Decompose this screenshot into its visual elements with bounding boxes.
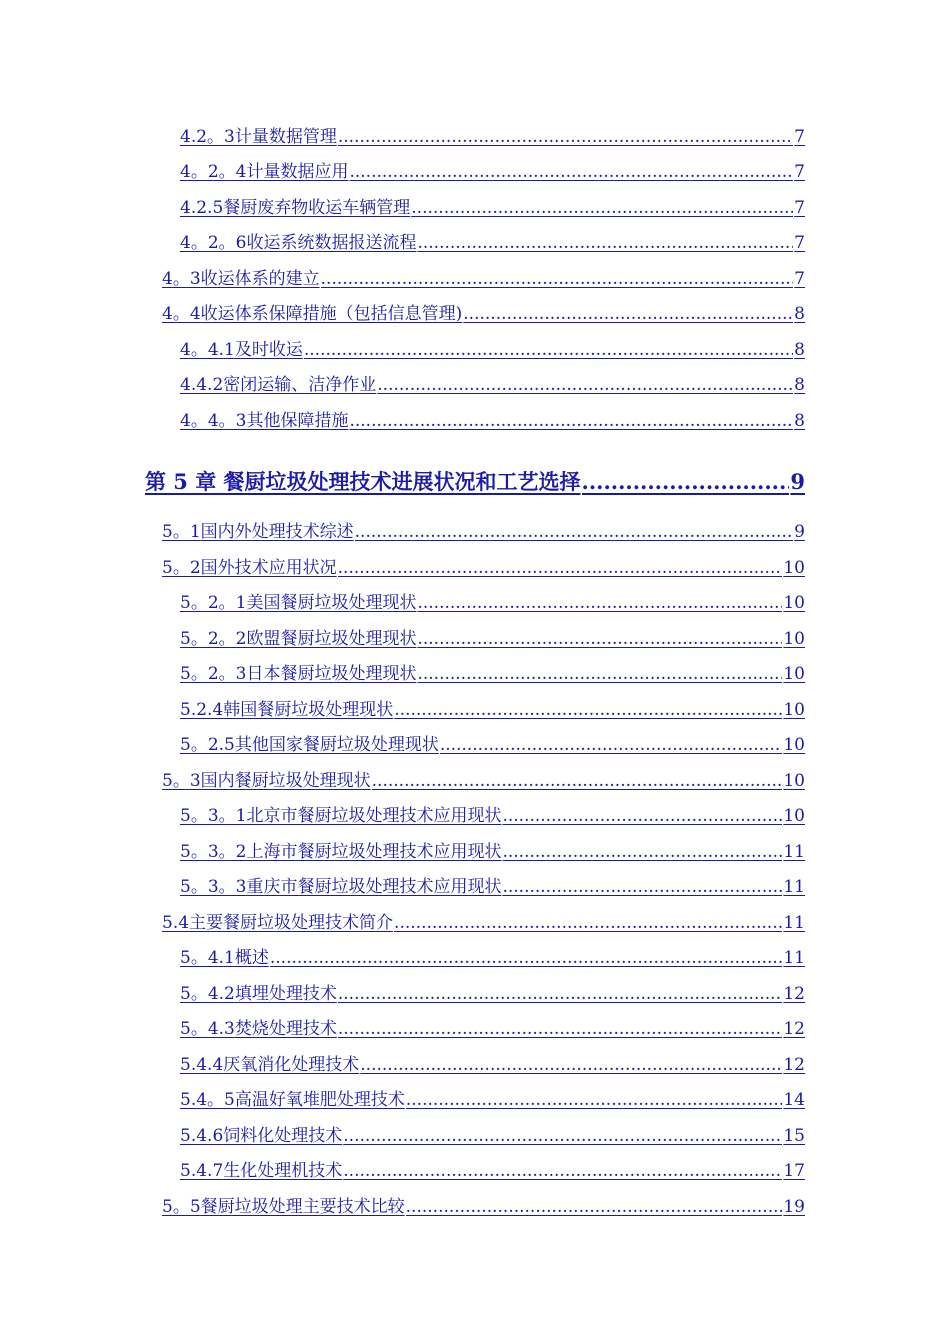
toc-entry-title: 国外技术应用状况 — [200, 558, 337, 578]
toc-entry-number: 5。3。1 — [180, 806, 247, 826]
toc-entry-5-3-2[interactable] — [180, 841, 805, 863]
toc-dot-leader — [417, 232, 793, 254]
toc-entry-title: 收运体系的建立 — [200, 269, 320, 289]
toc-entry-title: 餐厨垃圾处理主要技术比较 — [200, 1197, 405, 1217]
toc-entry-4-4-2[interactable] — [180, 374, 805, 396]
toc-dot-leader — [338, 126, 793, 148]
toc-entry-number: 5.4.6 — [180, 1126, 224, 1146]
toc-dot-leader — [394, 699, 782, 721]
toc-entry-5-2[interactable] — [162, 557, 805, 579]
toc-dot-leader — [321, 268, 794, 290]
toc-entry-number: 5。2.5 — [180, 735, 235, 755]
toc-entry-number: 4。3 — [162, 269, 201, 289]
toc-entry-4-3[interactable] — [162, 268, 805, 290]
toc-entry-title: 密闭运输、洁净作业 — [223, 375, 377, 395]
toc-entry-title: 其他保障措施 — [246, 411, 349, 431]
toc-dot-leader — [502, 841, 782, 863]
toc-entry-number: 4.2.5 — [180, 198, 224, 218]
toc-entry-title: 韩国餐厨垃圾处理现状 — [223, 700, 394, 720]
toc-entry-5-4[interactable] — [162, 912, 805, 934]
toc-dot-leader — [406, 1089, 783, 1111]
toc-dot-leader — [582, 468, 790, 496]
toc-dot-leader — [394, 912, 782, 934]
toc-entry-title: 收运系统数据报送流程 — [246, 233, 417, 253]
toc-entry-number: 5。2。2 — [180, 629, 247, 649]
toc-entry-number: 4.2。3 — [180, 127, 235, 147]
toc-entry-5-4-2[interactable] — [180, 983, 805, 1005]
toc-entry-title: 厌氧消化处理技术 — [223, 1055, 360, 1075]
toc-entry-page: 17 — [783, 1161, 805, 1181]
toc-entry-4-2-5[interactable] — [180, 197, 805, 219]
toc-entry-page: 10 — [783, 771, 805, 791]
toc-entry-5-4-3[interactable] — [180, 1018, 805, 1040]
toc-entry-5-2-5[interactable] — [180, 734, 805, 756]
toc-entry-number: 4。4。3 — [180, 411, 247, 431]
toc-dot-leader — [270, 947, 783, 969]
toc-entry-title: 生化处理机技术 — [223, 1161, 343, 1181]
toc-entry-title: 餐厨废弃物收运车辆管理 — [223, 198, 411, 218]
toc-entry-number: 4。4.1 — [180, 340, 235, 360]
toc-entry-number: 5。4.1 — [180, 948, 235, 968]
toc-entry-number: 4。4 — [162, 304, 201, 324]
toc-dot-leader — [502, 805, 782, 827]
toc-entry-number: 5。1 — [162, 522, 201, 542]
toc-entry-page: 10 — [783, 735, 805, 755]
toc-entry-5-2-3[interactable] — [180, 663, 805, 685]
toc-dot-leader — [343, 1125, 782, 1147]
toc-entry-title: 概述 — [234, 948, 269, 968]
toc-dot-leader — [355, 521, 794, 543]
toc-entry-title: 填埋处理技术 — [234, 984, 337, 1004]
toc-entry-title: 国内餐厨垃圾处理现状 — [200, 771, 371, 791]
toc-entry-number: 5。4.3 — [180, 1019, 235, 1039]
toc-entry-page: 11 — [783, 913, 805, 933]
toc-entry-page: 7 — [794, 127, 805, 147]
toc-entry-page: 10 — [783, 664, 805, 684]
toc-entry-5-2-2[interactable] — [180, 628, 805, 650]
toc-entry-number: 5。5 — [162, 1197, 201, 1217]
toc-entry-page: 10 — [783, 593, 805, 613]
toc-chapter-page: 9 — [790, 469, 805, 494]
toc-entry-page: 7 — [794, 198, 805, 218]
toc-entry-number: 4.4.2 — [180, 375, 224, 395]
toc-entry-page: 10 — [783, 806, 805, 826]
toc-entry-title: 其他国家餐厨垃圾处理现状 — [234, 735, 439, 755]
toc-entry-title: 国内外处理技术综述 — [200, 522, 354, 542]
toc-entry-5-3-1[interactable] — [180, 805, 805, 827]
toc-entry-title: 北京市餐厨垃圾处理技术应用现状 — [246, 806, 502, 826]
toc-entry-number: 5。3。3 — [180, 877, 247, 897]
toc-entry-5-4-4[interactable] — [180, 1054, 805, 1076]
toc-dot-leader — [463, 303, 793, 325]
toc-entry-number: 5。3。2 — [180, 842, 247, 862]
toc-entry-page: 12 — [783, 1055, 805, 1075]
toc-entry-5-2-1[interactable] — [180, 592, 805, 614]
toc-entry-5-4-7[interactable] — [180, 1160, 805, 1182]
toc-entry-title: 收运体系保障措施（包括信息管理) — [200, 304, 463, 324]
toc-entry-4-2-3[interactable] — [180, 126, 805, 148]
toc-dot-leader — [338, 557, 783, 579]
toc-dot-leader — [377, 374, 793, 396]
toc-entry-5-3[interactable] — [162, 770, 805, 792]
toc-entry-title: 重庆市餐厨垃圾处理技术应用现状 — [246, 877, 502, 897]
toc-entry-5-2-4[interactable] — [180, 699, 805, 721]
toc-entry-page: 7 — [794, 162, 805, 182]
toc-entry-title: 欧盟餐厨垃圾处理现状 — [246, 629, 417, 649]
toc-entry-page: 19 — [783, 1197, 805, 1217]
toc-entry-title: 焚烧处理技术 — [234, 1019, 337, 1039]
toc-entry-5-4-1[interactable] — [180, 947, 805, 969]
toc-entry-5-5[interactable] — [162, 1196, 805, 1218]
toc-chapter-title: 第 5 章 餐厨垃圾处理技术进展状况和工艺选择 — [145, 469, 581, 494]
toc-entry-4-4[interactable] — [162, 303, 805, 325]
toc-dot-leader — [338, 1018, 783, 1040]
toc-dot-leader — [406, 1196, 783, 1218]
toc-entry-page: 7 — [794, 233, 805, 253]
toc-entry-number: 5.2.4 — [180, 700, 224, 720]
toc-entry-4-2-6[interactable] — [180, 232, 805, 254]
toc-dot-leader — [372, 770, 783, 792]
toc-entry-number: 4。2。6 — [180, 233, 247, 253]
toc-entry-title: 主要餐厨垃圾处理技术简介 — [189, 913, 394, 933]
toc-entry-page: 8 — [794, 340, 805, 360]
toc-entry-page: 8 — [794, 304, 805, 324]
toc-entry-5-1[interactable] — [162, 521, 805, 543]
toc-entry-number: 5。4.2 — [180, 984, 235, 1004]
toc-entry-number: 5。2。1 — [180, 593, 247, 613]
toc-dot-leader — [360, 1054, 782, 1076]
toc-entry-title: 高温好氧堆肥处理技术 — [234, 1090, 405, 1110]
toc-entry-page: 10 — [783, 629, 805, 649]
toc-entry-title: 上海市餐厨垃圾处理技术应用现状 — [246, 842, 502, 862]
toc-dot-leader — [417, 592, 782, 614]
toc-entry-number: 5.4.4 — [180, 1055, 224, 1075]
toc-entry-5-4-6[interactable] — [180, 1125, 805, 1147]
toc-entry-page: 11 — [783, 948, 805, 968]
toc-dot-leader — [417, 663, 782, 685]
toc-entry-5-4-5[interactable] — [180, 1089, 805, 1111]
toc-dot-leader — [502, 876, 782, 898]
toc-entry-5-3-3[interactable] — [180, 876, 805, 898]
toc-entry-number: 4。2。4 — [180, 162, 247, 182]
toc-entry-title: 及时收运 — [234, 340, 303, 360]
toc-entry-4-2-4[interactable] — [180, 161, 805, 183]
toc-dot-leader — [411, 197, 793, 219]
toc-entry-4-4-3[interactable] — [180, 410, 805, 432]
toc-entry-page: 12 — [783, 1019, 805, 1039]
toc-entry-page: 10 — [783, 558, 805, 578]
toc-entry-number: 5。2 — [162, 558, 201, 578]
toc-entry-title: 美国餐厨垃圾处理现状 — [246, 593, 417, 613]
toc-entry-page: 7 — [794, 269, 805, 289]
toc-entry-page: 10 — [783, 700, 805, 720]
toc-entry-page: 11 — [783, 842, 805, 862]
toc-entry-title: 计量数据应用 — [246, 162, 349, 182]
toc-entry-page: 8 — [794, 375, 805, 395]
toc-entry-number: 5.4 — [162, 913, 190, 933]
toc-entry-page: 15 — [783, 1126, 805, 1146]
toc-entry-page: 9 — [794, 522, 805, 542]
toc-entry-number: 5.4。5 — [180, 1090, 235, 1110]
toc-dot-leader — [417, 628, 782, 650]
toc-entry-title: 计量数据管理 — [234, 127, 337, 147]
toc-entry-page: 11 — [783, 877, 805, 897]
toc-entry-number: 5.4.7 — [180, 1161, 224, 1181]
toc-entry-number: 5。3 — [162, 771, 201, 791]
toc-dot-leader — [440, 734, 783, 756]
toc-entry-4-4-1[interactable] — [180, 339, 805, 361]
toc-entry-number: 5。2。3 — [180, 664, 247, 684]
toc-entry-page: 12 — [783, 984, 805, 1004]
toc-entry-page: 8 — [794, 411, 805, 431]
toc-entry-title: 日本餐厨垃圾处理现状 — [246, 664, 417, 684]
toc-entry-page: 14 — [783, 1090, 805, 1110]
toc-dot-leader — [349, 410, 793, 432]
toc-dot-leader — [338, 983, 783, 1005]
toc-chapter-5[interactable] — [145, 468, 805, 496]
toc-entry-title: 饲料化处理技术 — [223, 1126, 343, 1146]
toc-dot-leader — [343, 1160, 782, 1182]
toc-dot-leader — [304, 339, 793, 361]
toc-dot-leader — [349, 161, 793, 183]
